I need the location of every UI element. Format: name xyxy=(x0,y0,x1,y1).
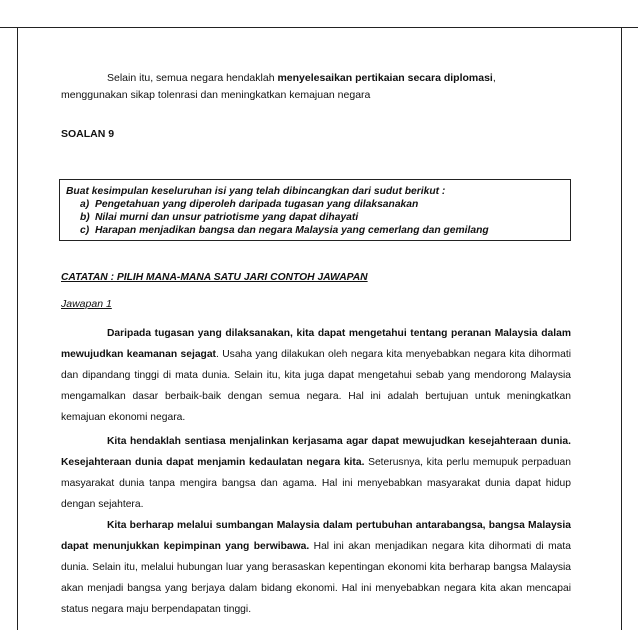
question-item-label: c) xyxy=(80,225,90,236)
intro-text-pre: Selain itu, semua negara hendaklah xyxy=(107,72,275,84)
page-border-top xyxy=(0,27,638,28)
question-item-b xyxy=(66,211,564,224)
answer-paragraph-1 xyxy=(61,323,571,428)
paragraph-2-text: Seterusnya, kita perlu memupuk perpaduan masyarakat dunia tanpa mengira bangsa dan agama. Hal ini menyebabkan masyarakat dunia dapat hidup dengan sejahtera. xyxy=(61,457,571,510)
page-border-left xyxy=(17,27,18,630)
paragraph-1-bold: Daripada tugasan yang dilaksanakan, kita dapat mengetahui tentang peranan Malaysia dalam mewujudkan keamanan sejagat xyxy=(61,328,571,360)
paragraph-3-bold: Kita berharap melalui sumbangan Malaysia dalam pertubuhan antarabangsa, bangsa Malaysia dapat menunjukkan kepimpinan yang berwibawa. xyxy=(61,520,571,552)
answer-paragraph-3 xyxy=(61,515,571,620)
page-border-right xyxy=(621,27,622,630)
question-item-label: a) xyxy=(80,199,90,210)
question-heading: SOALAN 9 xyxy=(61,128,115,140)
question-prompt: Buat kesimpulan keseluruhan isi yang telah dibincangkan dari sudut berikut : xyxy=(66,186,446,197)
answer-paragraph-2 xyxy=(61,431,571,515)
question-item-text: Harapan menjadikan bangsa dan negara Malaysia yang cemerlang dan gemilang xyxy=(95,225,489,236)
intro-paragraph xyxy=(61,70,571,104)
answer-heading: Jawapan 1 xyxy=(61,298,112,310)
paragraph-3-text: Hal ini akan menjadikan negara kita dihormati di mata dunia. Selain itu, melalui hubungan luar yang berasaskan kepentingan ekonomi kita berharap bangsa Malaysia akan menjadi bangsa yang berjaya dalam bidang ekonomi. Hal ini menyebabkan negara kita akan mencapai status negara maju berpendapatan tinggi. xyxy=(61,541,571,615)
question-item-text: Pengetahuan yang diperoleh daripada tugasan yang dilaksanakan xyxy=(95,199,419,210)
intro-text-post: , xyxy=(492,72,496,84)
intro-line-2: menggunakan sikap tolenrasi dan meningkatkan kemajuan negara xyxy=(61,89,371,101)
intro-text-bold: menyelesaikan pertikaian secara diplomasi xyxy=(277,72,493,84)
paragraph-1-text: . Usaha yang dilakukan oleh negara kita menyebabkan negara kita dihormati dan dipandang tinggi di mata dunia. Selain itu, kita juga dapat mengetahui sebab yang mendorong Malaysia mengamalkan dasar berbaik-baik dengan semua negara. Hal ini adalah bertujuan untuk meningkatkan kemajuan ekonomi negara. xyxy=(61,349,571,423)
question-item-text: Nilai murni dan unsur patriotisme yang dapat dihayati xyxy=(95,212,359,223)
note-heading: CATATAN : PILIH MANA-MANA SATU JARI CONTOH JAWAPAN xyxy=(61,272,368,283)
question-item-a xyxy=(66,198,564,211)
question-item-c xyxy=(66,224,564,237)
question-box xyxy=(59,179,571,241)
question-item-label: b) xyxy=(80,212,90,223)
paragraph-2-bold: Kita hendaklah sentiasa menjalinkan kerjasama agar dapat mewujudkan kesejahteraan dunia. Kesejahteraan dunia dapat menjamin kedaulatan negara kita. xyxy=(61,436,571,468)
